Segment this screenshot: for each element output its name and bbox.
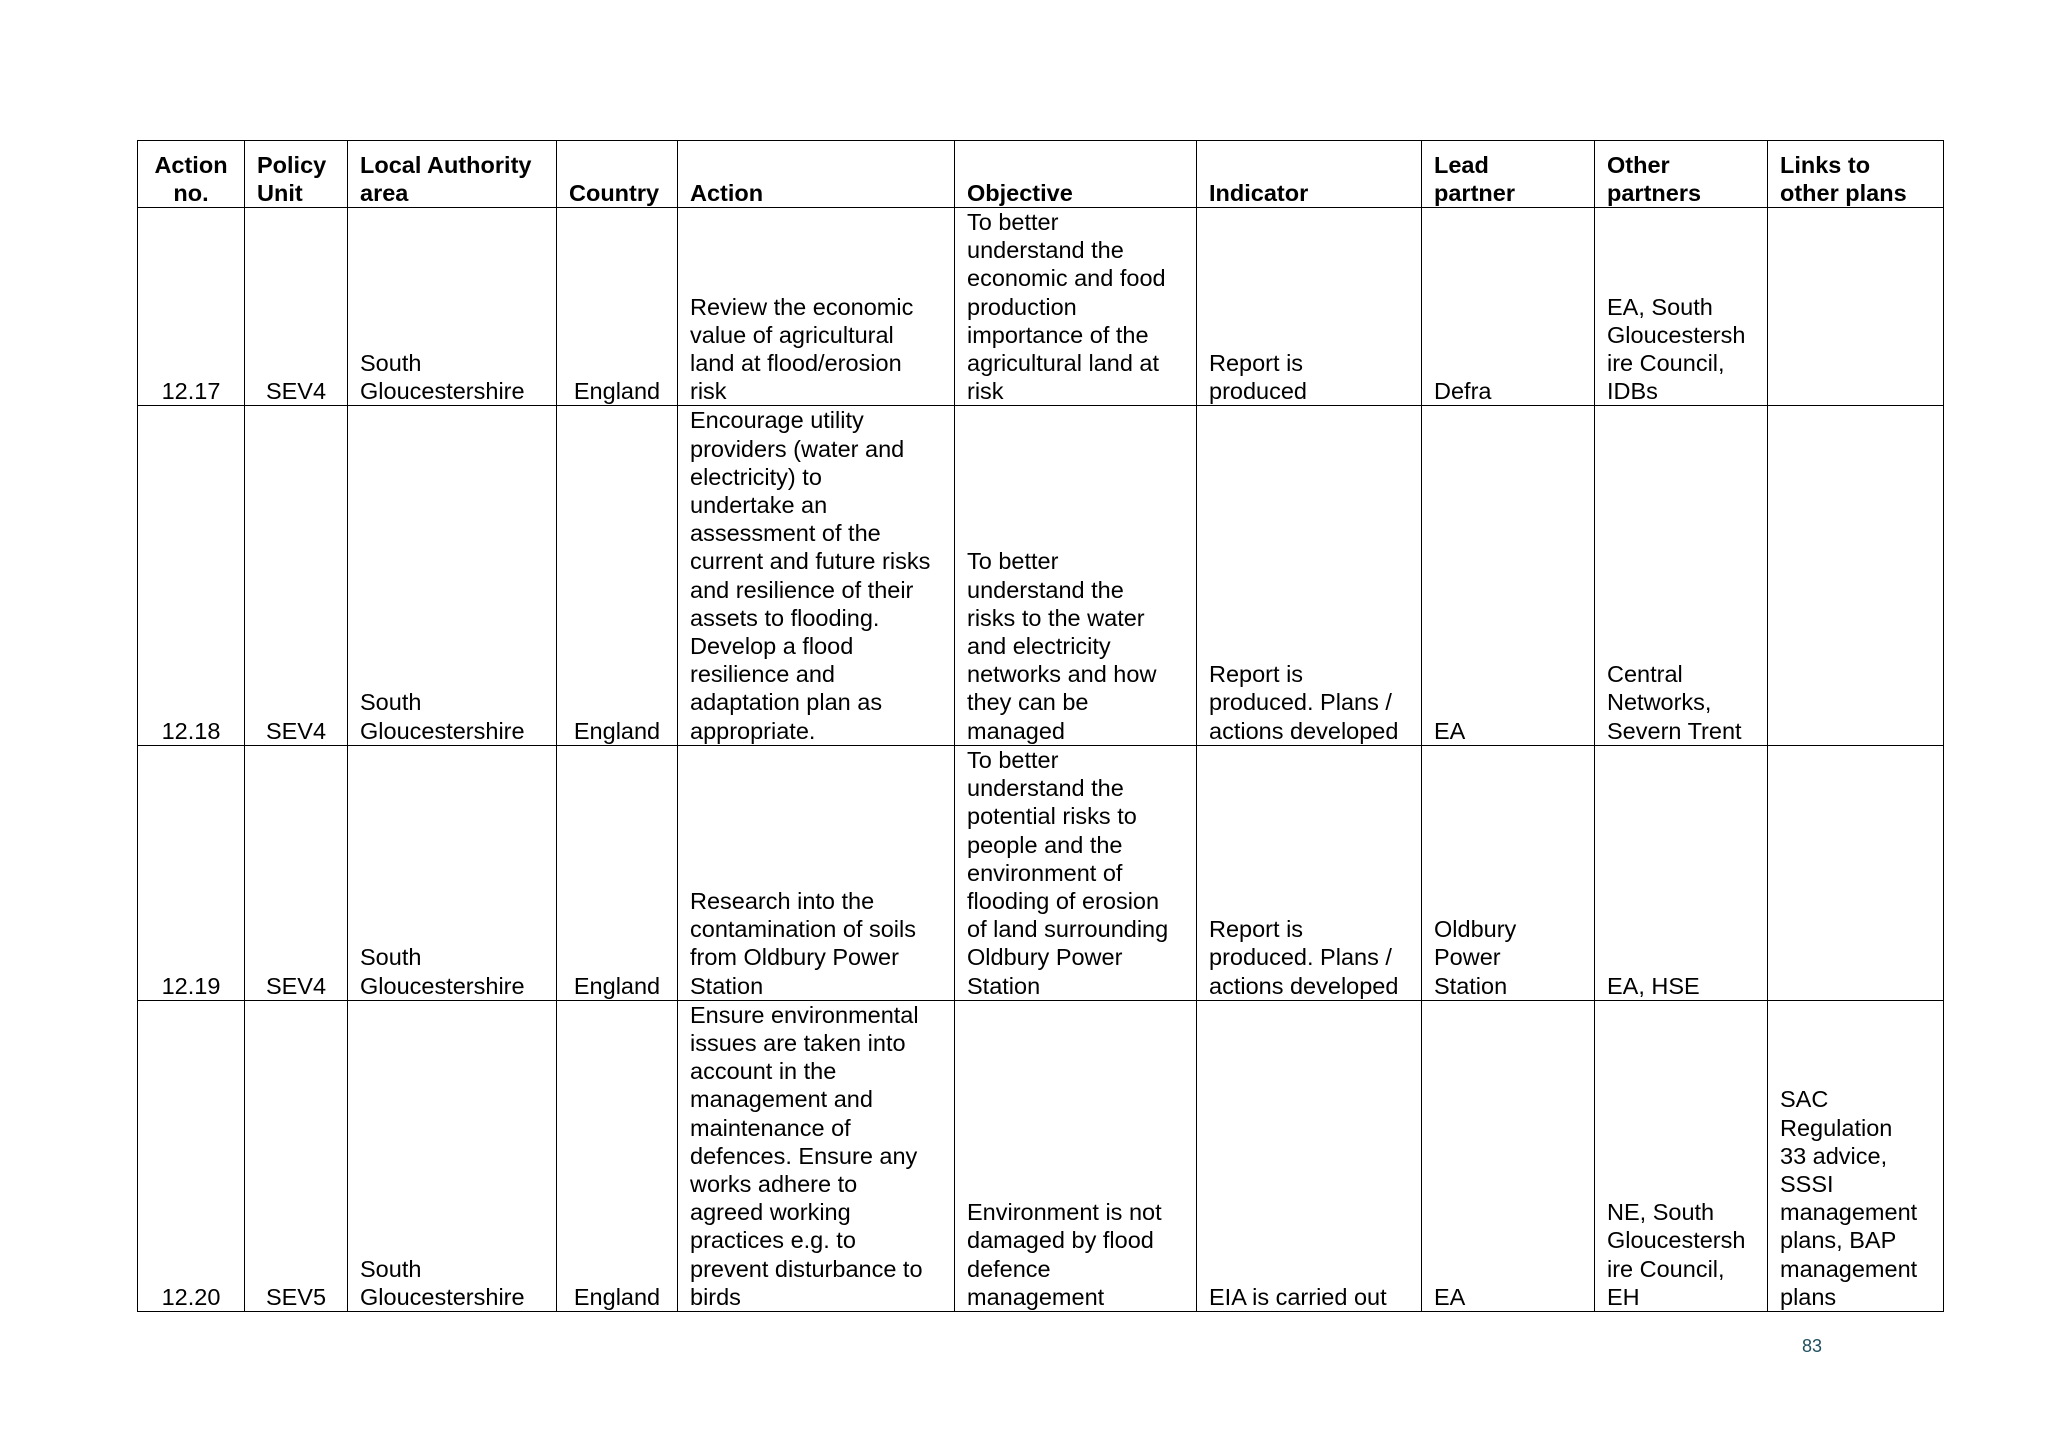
action-plan-table-container bbox=[137, 140, 1943, 1312]
cell-country: England bbox=[557, 406, 678, 745]
header-action: Action bbox=[678, 141, 955, 208]
header-local-authority-area: Local Authority area bbox=[348, 141, 557, 208]
cell-links-to-other-plans bbox=[1768, 208, 1944, 406]
cell-links-to-other-plans: SAC Regulation 33 advice, SSSI management plans, BAP management plans bbox=[1768, 1000, 1944, 1311]
cell-objective: To better understand the economic and food production importance of the agricultural land at risk bbox=[955, 208, 1197, 406]
cell-objective: To better understand the potential risks to people and the environment of flooding of erosion of land surrounding Oldbury Power Station bbox=[955, 745, 1197, 1000]
cell-indicator: Report is produced. Plans / actions developed bbox=[1197, 406, 1422, 745]
cell-other-partners: EA, HSE bbox=[1595, 745, 1768, 1000]
cell-policy-unit: SEV5 bbox=[245, 1000, 348, 1311]
cell-local-authority-area: South Gloucestershire bbox=[348, 406, 557, 745]
cell-local-authority-area: South Gloucestershire bbox=[348, 208, 557, 406]
header-indicator: Indicator bbox=[1197, 141, 1422, 208]
cell-action-no: 12.19 bbox=[138, 745, 245, 1000]
header-country: Country bbox=[557, 141, 678, 208]
cell-action: Review the economic value of agricultural land at flood/erosion risk bbox=[678, 208, 955, 406]
cell-other-partners: NE, South Gloucestersh ire Council, EH bbox=[1595, 1000, 1768, 1311]
cell-lead-partner: EA bbox=[1422, 406, 1595, 745]
cell-lead-partner: EA bbox=[1422, 1000, 1595, 1311]
cell-policy-unit: SEV4 bbox=[245, 208, 348, 406]
table-row bbox=[138, 406, 1944, 745]
header-action-no: Action no. bbox=[138, 141, 245, 208]
table-row bbox=[138, 745, 1944, 1000]
table-row bbox=[138, 1000, 1944, 1311]
header-lead-partner: Lead partner bbox=[1422, 141, 1595, 208]
cell-lead-partner: Oldbury Power Station bbox=[1422, 745, 1595, 1000]
cell-action-no: 12.20 bbox=[138, 1000, 245, 1311]
page-number: 83 bbox=[1802, 1336, 1823, 1356]
cell-objective: To better understand the risks to the water and electricity networks and how they can be managed bbox=[955, 406, 1197, 745]
cell-indicator: Report is produced. Plans / actions developed bbox=[1197, 745, 1422, 1000]
cell-action: Ensure environmental issues are taken into account in the management and maintenance of defences. Ensure any works adhere to agreed working practices e.g. to prevent disturbance to birds bbox=[678, 1000, 955, 1311]
header-links-to-other-plans: Links to other plans bbox=[1768, 141, 1944, 208]
cell-indicator: EIA is carried out bbox=[1197, 1000, 1422, 1311]
cell-action-no: 12.18 bbox=[138, 406, 245, 745]
cell-lead-partner: Defra bbox=[1422, 208, 1595, 406]
cell-country: England bbox=[557, 208, 678, 406]
cell-local-authority-area: South Gloucestershire bbox=[348, 745, 557, 1000]
cell-indicator: Report is produced bbox=[1197, 208, 1422, 406]
cell-local-authority-area: South Gloucestershire bbox=[348, 1000, 557, 1311]
header-other-partners: Other partners bbox=[1595, 141, 1768, 208]
cell-policy-unit: SEV4 bbox=[245, 745, 348, 1000]
cell-objective: Environment is not damaged by flood defence management bbox=[955, 1000, 1197, 1311]
cell-links-to-other-plans bbox=[1768, 406, 1944, 745]
header-policy-unit: Policy Unit bbox=[245, 141, 348, 208]
cell-action: Encourage utility providers (water and electricity) to undertake an assessment of the current and future risks and resilience of their assets to flooding. Develop a flood resilience and adaptation plan as appropriate. bbox=[678, 406, 955, 745]
cell-action-no: 12.17 bbox=[138, 208, 245, 406]
cell-other-partners: Central Networks, Severn Trent bbox=[1595, 406, 1768, 745]
table-row bbox=[138, 208, 1944, 406]
cell-other-partners: EA, South Gloucestersh ire Council, IDBs bbox=[1595, 208, 1768, 406]
table-header-row bbox=[138, 141, 1944, 208]
cell-policy-unit: SEV4 bbox=[245, 406, 348, 745]
cell-links-to-other-plans bbox=[1768, 745, 1944, 1000]
header-objective: Objective bbox=[955, 141, 1197, 208]
cell-country: England bbox=[557, 745, 678, 1000]
cell-action: Research into the contamination of soils from Oldbury Power Station bbox=[678, 745, 955, 1000]
cell-country: England bbox=[557, 1000, 678, 1311]
action-plan-table bbox=[137, 140, 1944, 1312]
